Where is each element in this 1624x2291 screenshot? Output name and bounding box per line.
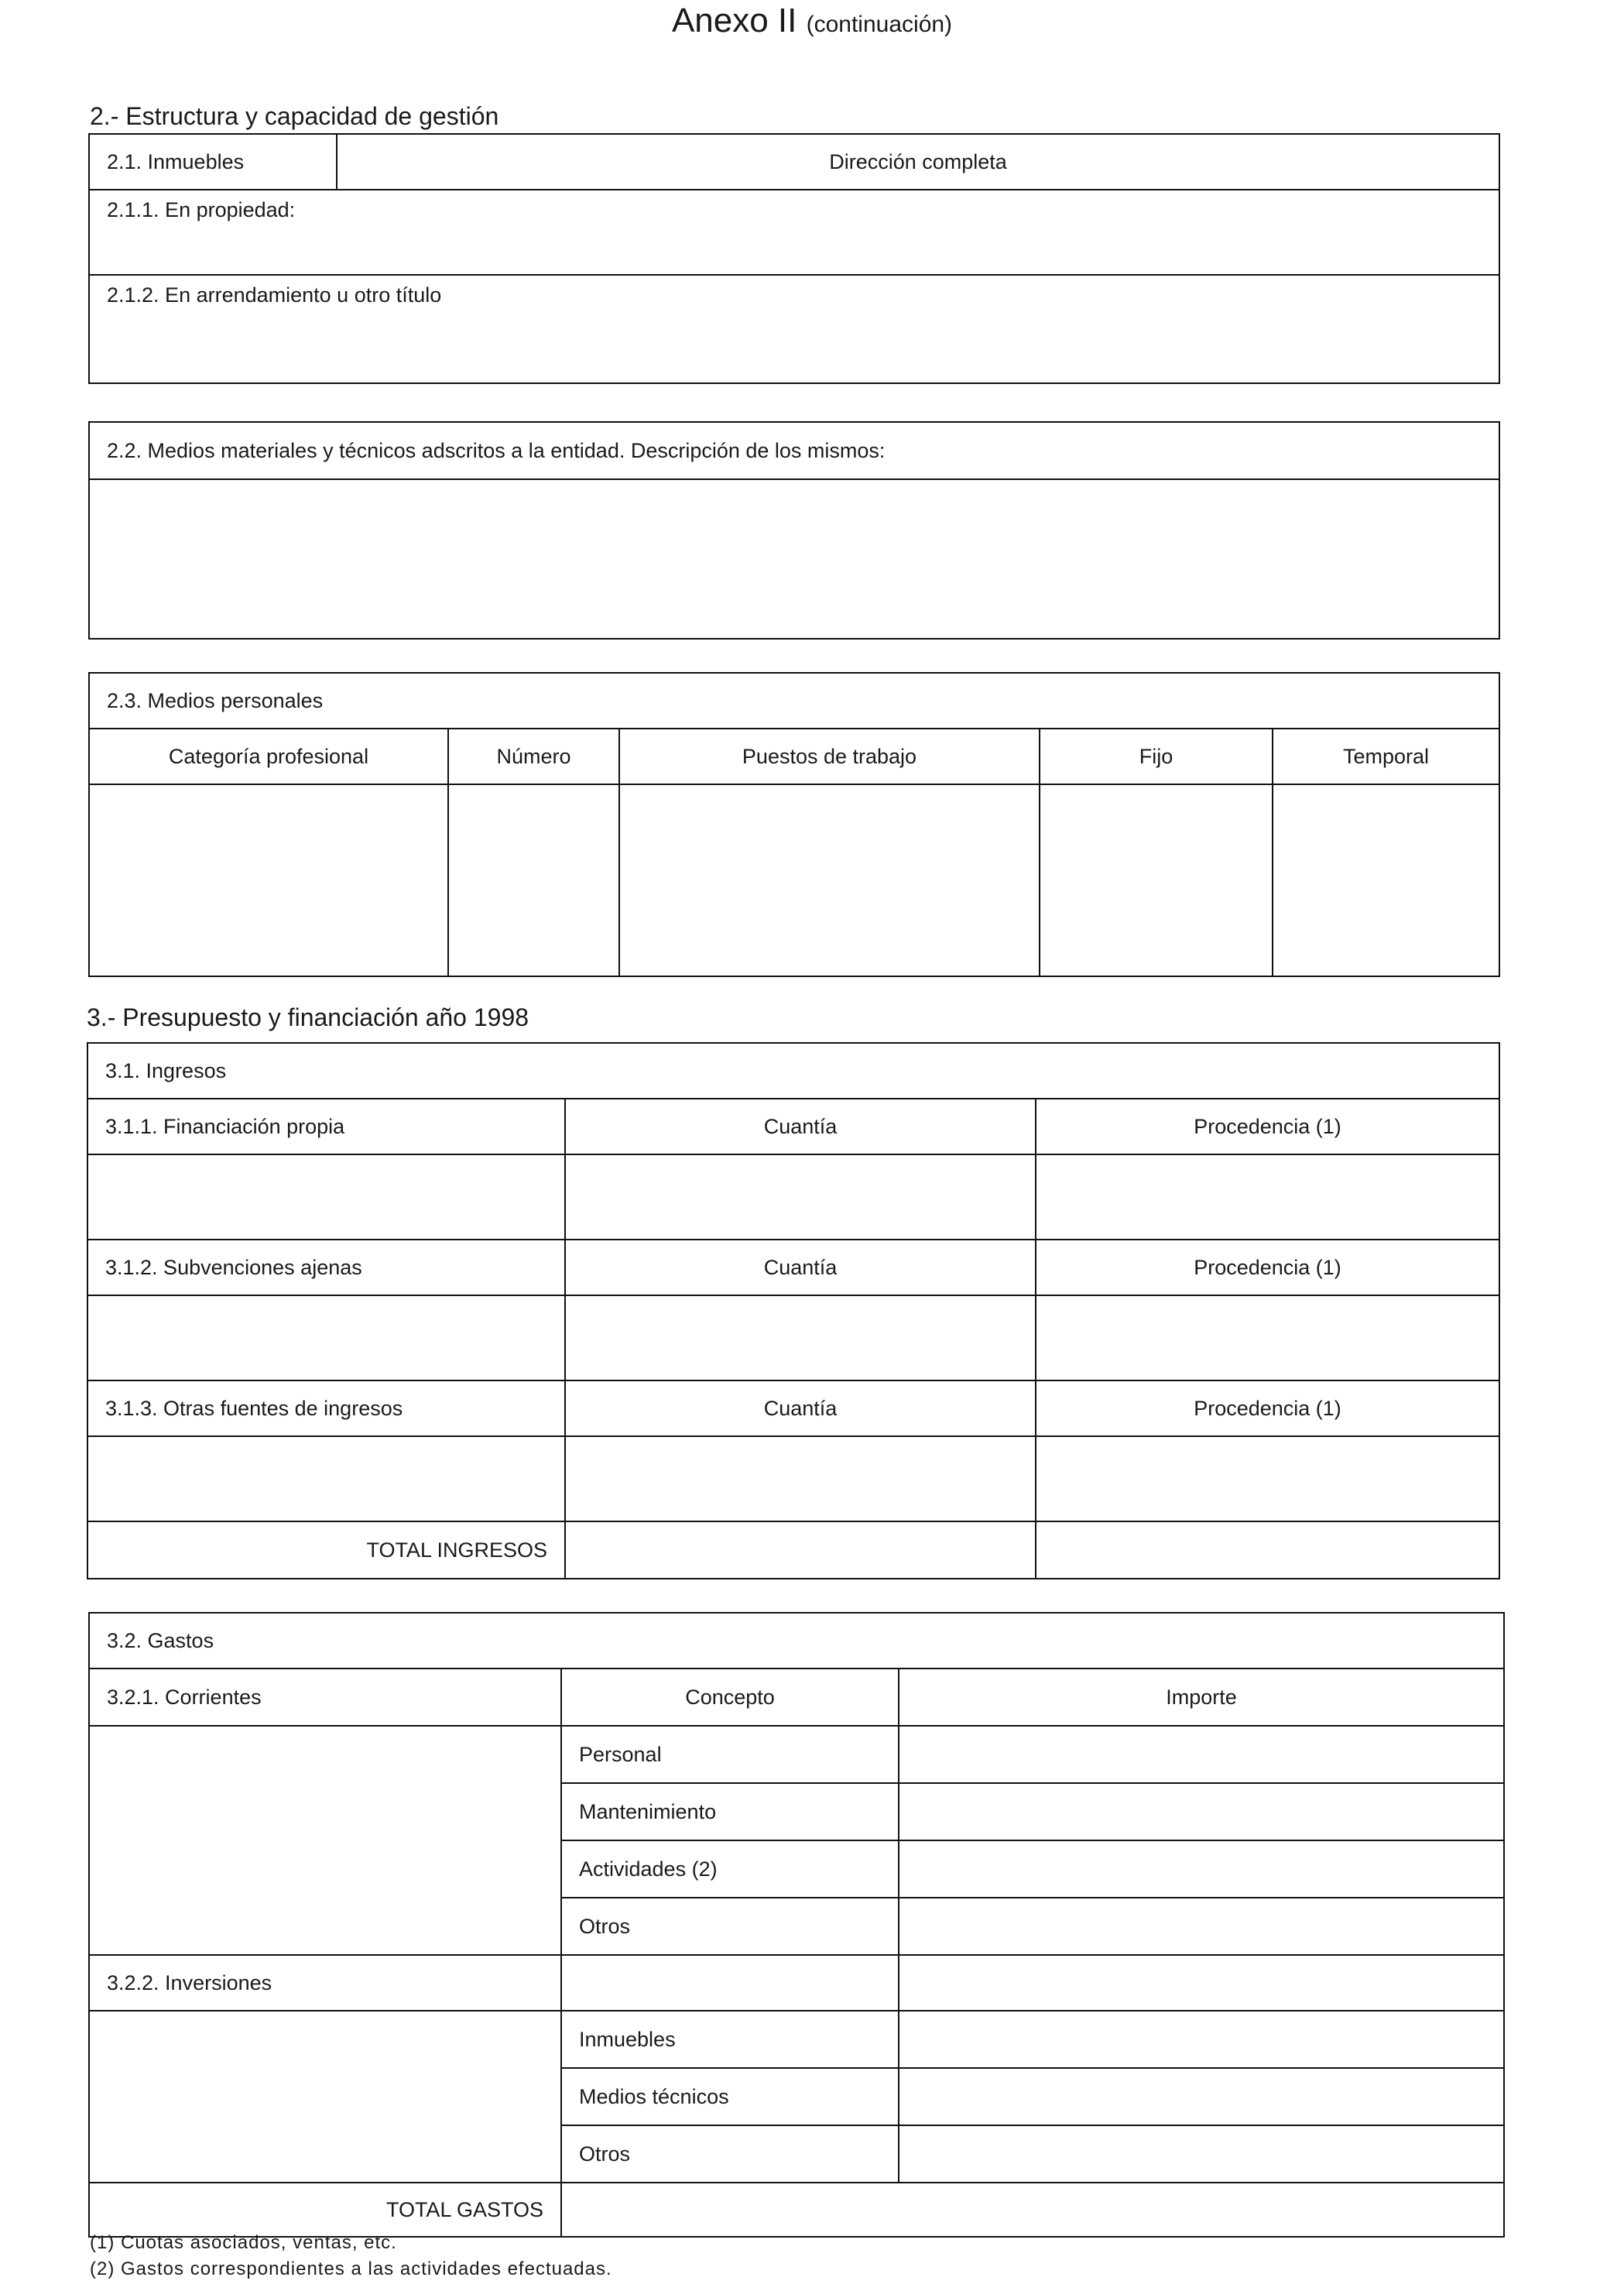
address-header: Dirección completa (337, 134, 1499, 190)
importe-inmuebles[interactable] (899, 2011, 1504, 2068)
footnote-2: (2) Gastos correspondientes a las actividades efectuadas. (90, 2258, 612, 2279)
medios-materiales-table (88, 421, 1500, 640)
title-suffix: (continuación) (806, 12, 953, 37)
financiacion-propia-procedencia[interactable] (1036, 1154, 1499, 1240)
concepto-otros: Otros (561, 1898, 899, 1955)
col-puestos: Puestos de trabajo (619, 729, 1040, 784)
subvenciones-field[interactable] (87, 1295, 565, 1380)
cuantia-header: Cuantía (565, 1099, 1036, 1154)
otras-fuentes-field[interactable] (87, 1436, 565, 1521)
total-ingresos-label: TOTAL INGRESOS (87, 1521, 565, 1579)
corrientes-field[interactable] (89, 1726, 561, 1955)
page-title (0, 2, 1624, 44)
cuantia-header: Cuantía (565, 1380, 1036, 1436)
subvenciones-cuantia[interactable] (565, 1295, 1036, 1380)
gastos-table (88, 1612, 1505, 2238)
en-propiedad-field[interactable]: 2.1.1. En propiedad: (89, 190, 1499, 275)
concepto-actividades: Actividades (2) (561, 1840, 899, 1898)
total-ingresos-procedencia[interactable] (1036, 1521, 1499, 1579)
financiacion-propia-label: 3.1.1. Financiación propia (87, 1099, 565, 1154)
corrientes-label: 3.2.1. Corrientes (89, 1669, 561, 1726)
inversiones-concepto-blank[interactable] (561, 1955, 899, 2011)
concepto-medios-tecnicos: Medios técnicos (561, 2068, 899, 2125)
section-2-heading: 2.- Estructura y capacidad de gestión (90, 102, 499, 130)
otras-fuentes-procedencia[interactable] (1036, 1436, 1499, 1521)
importe-actividades[interactable] (899, 1840, 1504, 1898)
medios-personales-label: 2.3. Medios personales (89, 673, 1499, 729)
importe-otros-inversiones[interactable] (899, 2125, 1504, 2183)
cuantia-header: Cuantía (565, 1240, 1036, 1295)
gastos-label: 3.2. Gastos (89, 1613, 1504, 1669)
procedencia-header: Procedencia (1) (1036, 1099, 1499, 1154)
total-gastos-field[interactable] (561, 2183, 1504, 2237)
concepto-mantenimiento: Mantenimiento (561, 1783, 899, 1840)
importe-personal[interactable] (899, 1726, 1504, 1783)
total-ingresos-cuantia[interactable] (565, 1521, 1036, 1579)
otras-fuentes-label: 3.1.3. Otras fuentes de ingresos (87, 1380, 565, 1436)
numero-field[interactable] (448, 784, 619, 976)
importe-otros[interactable] (899, 1898, 1504, 1955)
financiacion-propia-field[interactable] (87, 1154, 565, 1240)
categoria-field[interactable] (89, 784, 448, 976)
col-numero: Número (448, 729, 619, 784)
medios-materiales-label: 2.2. Medios materiales y técnicos adscritos a la entidad. Descripción de los mismos: (89, 422, 1499, 479)
title-main: Anexo II (671, 2, 797, 39)
otras-fuentes-cuantia[interactable] (565, 1436, 1036, 1521)
inmuebles-label: 2.1. Inmuebles (89, 134, 337, 190)
temporal-field[interactable] (1273, 784, 1499, 976)
en-arrendamiento-field[interactable]: 2.1.2. En arrendamiento u otro título (89, 275, 1499, 383)
financiacion-propia-cuantia[interactable] (565, 1154, 1036, 1240)
section-3-heading: 3.- Presupuesto y financiación año 1998 (87, 1003, 529, 1031)
col-categoria: Categoría profesional (89, 729, 448, 784)
medios-materiales-field[interactable] (89, 479, 1499, 639)
importe-medios-tecnicos[interactable] (899, 2068, 1504, 2125)
col-fijo: Fijo (1040, 729, 1273, 784)
inmuebles-table (88, 133, 1500, 384)
concepto-otros-inversiones: Otros (561, 2125, 899, 2183)
concepto-header: Concepto (561, 1669, 899, 1726)
medios-personales-table (88, 672, 1500, 977)
importe-header: Importe (899, 1669, 1504, 1726)
procedencia-header: Procedencia (1) (1036, 1240, 1499, 1295)
importe-mantenimiento[interactable] (899, 1783, 1504, 1840)
total-gastos-label: TOTAL GASTOS (89, 2183, 561, 2237)
inversiones-importe-blank[interactable] (899, 1955, 1504, 2011)
concepto-inmuebles: Inmuebles (561, 2011, 899, 2068)
fijo-field[interactable] (1040, 784, 1273, 976)
subvenciones-procedencia[interactable] (1036, 1295, 1499, 1380)
puestos-field[interactable] (619, 784, 1040, 976)
inversiones-field[interactable] (89, 2011, 561, 2183)
subvenciones-label: 3.1.2. Subvenciones ajenas (87, 1240, 565, 1295)
concepto-personal: Personal (561, 1726, 899, 1783)
procedencia-header: Procedencia (1) (1036, 1380, 1499, 1436)
ingresos-table (87, 1042, 1500, 1579)
footnote-1: (1) Cuotas asociados, ventas, etc. (90, 2232, 397, 2253)
col-temporal: Temporal (1273, 729, 1499, 784)
ingresos-label: 3.1. Ingresos (87, 1043, 1499, 1099)
inversiones-label: 3.2.2. Inversiones (89, 1955, 561, 2011)
